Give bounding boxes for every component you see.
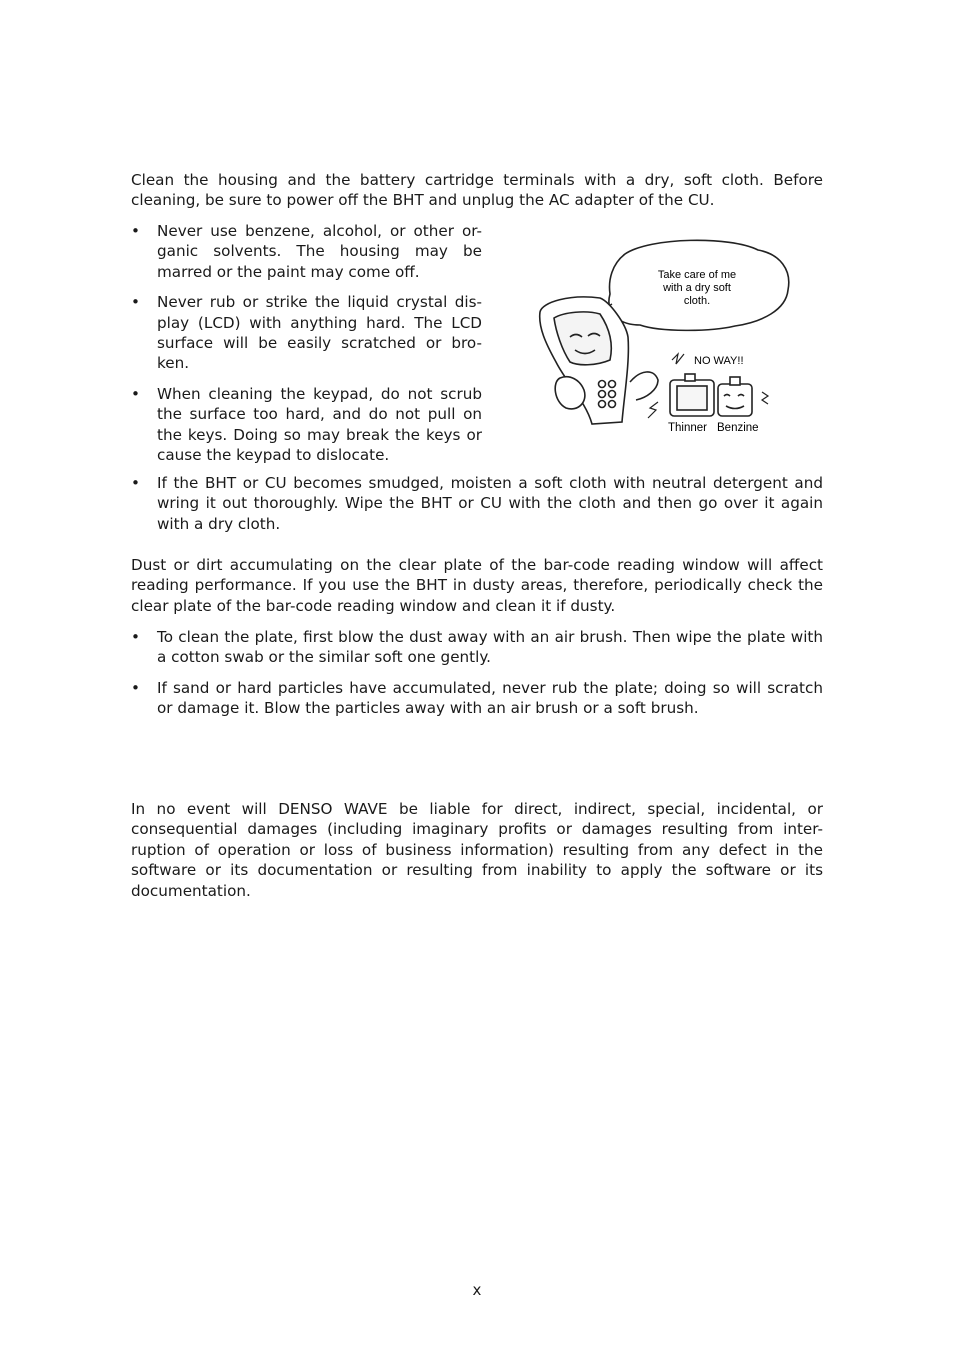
smudge-list — [131, 473, 823, 544]
cleaning-intro: Clean the housing and the battery cartridge terminals with a dry, soft cloth. Before cleaning, be sure to power off the BHT and unplug the AC adapter of the CU. — [131, 171, 823, 210]
benzine-label: Benzine — [717, 422, 759, 434]
disclaimer-paragraph: In no event will DENSO WAVE be liable for direct, indirect, special, incidental, or consequential damages (including imaginary profits or damages resulting from inter-ruption of operation or loss of business information) resulting from any defect in the software or its documentation or resulting from inability to apply the software or its documentation. — [131, 800, 823, 900]
list-item: • If the BHT or CU becomes smudged, moisten a soft cloth with neutral detergent and wring it out thoroughly. Wipe the BHT or CU with the cloth and then go over it again with a dry cloth. — [131, 473, 823, 534]
cleaning-illustration — [530, 232, 800, 442]
thinner-can-icon — [670, 374, 714, 416]
list-item: • Never use benzene, alcohol, or other or-ganic solvents. The housing may be marred or the paint may come off. — [131, 221, 482, 282]
page-number: x — [472, 1281, 482, 1299]
cleaning-precautions-list — [131, 221, 482, 475]
speech-text-line-3: cloth. — [683, 295, 711, 307]
no-way-text: NO WAY!! — [694, 355, 744, 367]
list-item: • When cleaning the keypad, do not scrub the surface too hard, and do not pull on the keys. Doing so may break the keys or cause the keypad to dislocate. — [131, 384, 482, 466]
list-item: • To clean the plate, first blow the dust away with an air brush. Then wipe the plate with a cotton swab or the similar soft one gently. — [131, 627, 823, 668]
reading-window-intro: Dust or dirt accumulating on the clear plate of the bar-code reading window will affect reading performance. If you use the BHT in dusty areas, therefore, periodically check the clear plate of the bar-code reading window and clean it if dusty. — [131, 556, 823, 615]
list-item: • If sand or hard particles have accumulated, never rub the plate; doing so will scratch or damage it. Blow the particles away with an air brush or a soft brush. — [131, 678, 823, 719]
thinner-label: Thinner — [668, 422, 707, 434]
speech-text-line-1: Take care of me — [657, 269, 737, 281]
speech-text-line-2: with a dry soft — [663, 282, 731, 294]
benzine-can-icon — [718, 377, 752, 416]
list-item: • Never rub or strike the liquid crystal dis-play (LCD) with anything hard. The LCD surface will be easily scratched or bro-ken. — [131, 292, 482, 374]
reading-window-list — [131, 627, 823, 729]
